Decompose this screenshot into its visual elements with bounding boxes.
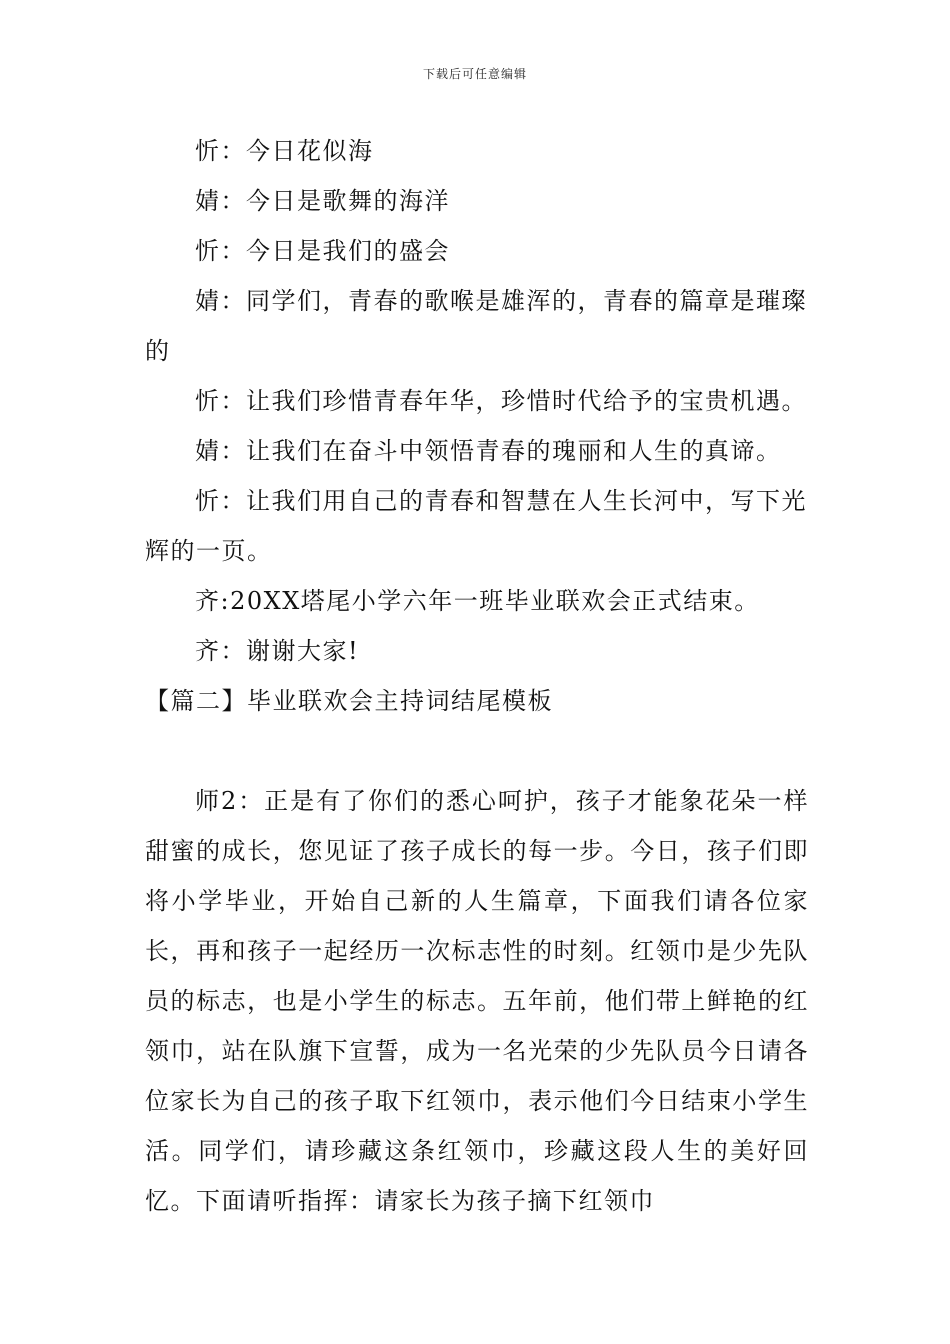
dialogue-line: 齐：谢谢大家! [195,637,360,665]
body-paragraph: 师2：正是有了你们的悉心呵护，孩子才能象花朵一样甜蜜的成长，您见证了孩子成长的每一步。今日，孩子们即将小学毕业，开始自己新的人生篇章，下面我们请各位家长，再和孩子一起经历一次标志性的时刻。红领巾是少先队员的标志，也是小学生的标志。五年前，他们带上鲜艳的红领巾，站在队旗下宣誓，成为一名光荣的少先队员今日请各位家长为自己的孩子取下红领巾，表示他们今日结束小学生活。同学们，请珍藏这条红领巾，珍藏这段人生的美好回忆。下面请听指挥：请家长为孩子摘下红领巾 [145,787,809,1215]
dialogue-line: 忻：今日花似海 [195,137,374,165]
section-title: 【篇二】毕业联欢会主持词结尾模板 [145,687,553,715]
dialogue-line: 忻：让我们珍惜青春年华，珍惜时代给予的宝贵机遇。 [195,387,807,415]
dialogue-line: 婧：今日是歌舞的海洋 [195,187,450,215]
dialogue-line: 忻：让我们用自己的青春和智慧在人生长河中，写下光辉的一页。 [145,487,807,565]
document-body [145,126,809,1226]
dialogue-line: 忻：今日是我们的盛会 [195,237,450,265]
page-header-note: 下载后可任意编辑 [422,67,527,81]
dialogue-line: 婧：让我们在奋斗中领悟青春的瑰丽和人生的真谛。 [195,437,782,465]
dialogue-line: 齐:20XX塔尾小学六年一班毕业联欢会正式结束。 [195,587,760,615]
blank-line [145,726,809,776]
dialogue-line: 婧：同学们，青春的歌喉是雄浑的，青春的篇章是璀璨的 [145,287,807,365]
